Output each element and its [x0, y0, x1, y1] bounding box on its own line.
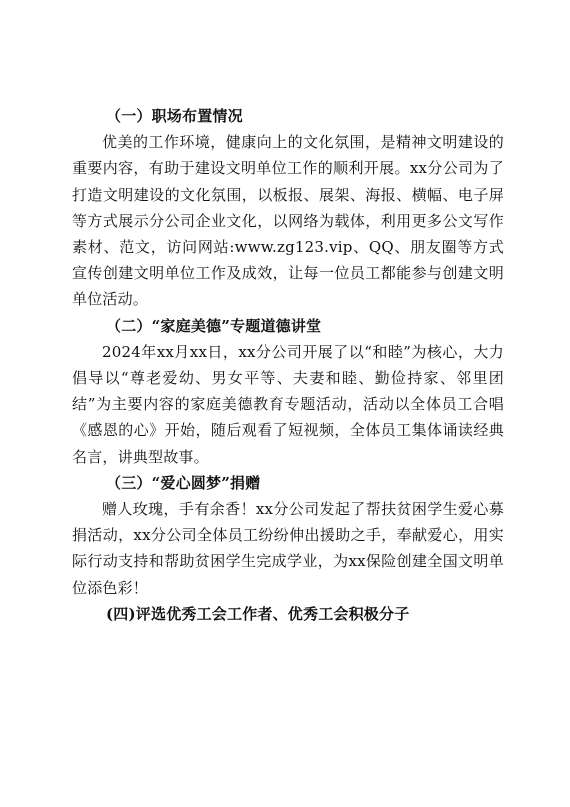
section-heading-1: （一）职场布置情况 — [106, 107, 243, 125]
section-heading-2: （二）“家庭美德”专题道德讲堂 — [106, 316, 322, 335]
section-heading-3: （三）“爱心圆梦”捐赠 — [106, 473, 261, 492]
section-heading-4: (四)评选优秀工会工作者、优秀工会积极分子 — [106, 604, 410, 623]
document-body — [72, 103, 504, 627]
section-paragraph-2: 2024年xx月xx日，xx分公司开展了以“和睦”为核心，大力倡导以“尊老爱幼、男女平等、夫妻和睦、勤俭持家、邻里团结”为主要内容的家庭美德教育专题活动，活动以全体员工合唱《感恩的心》开始，随后观看了短视频，全体员工集体诵读经典名言，讲典型故事。 — [72, 342, 504, 466]
section-paragraph-1: 优美的工作环境，健康向上的文化氛围，是精神文明建设的重要内容，有助于建设文明单位工作的顺利开展。xx分公司为了打造文明建设的文化氛围，以板报、展架、海报、横幅、电子屏等方式展示分公司企业文化，以网络为载体，利用更多公文写作素材、范文，访问网站:www.zg123.vip、QQ、朋友圈等方式宣传创建文明单位工作及成效，让每一位员工都能参与创建文明单位活动。 — [72, 133, 504, 309]
section-paragraph-3: 赠人玫瑰，手有余香！xx分公司发起了帮扶贫困学生爱心募捐活动，xx分公司全体员工纷纷伸出援助之手，奉献爱心，用实际行动支持和帮助贫困学生完成学业，为xx保险创建全国文明单位添色彩！ — [72, 500, 504, 597]
